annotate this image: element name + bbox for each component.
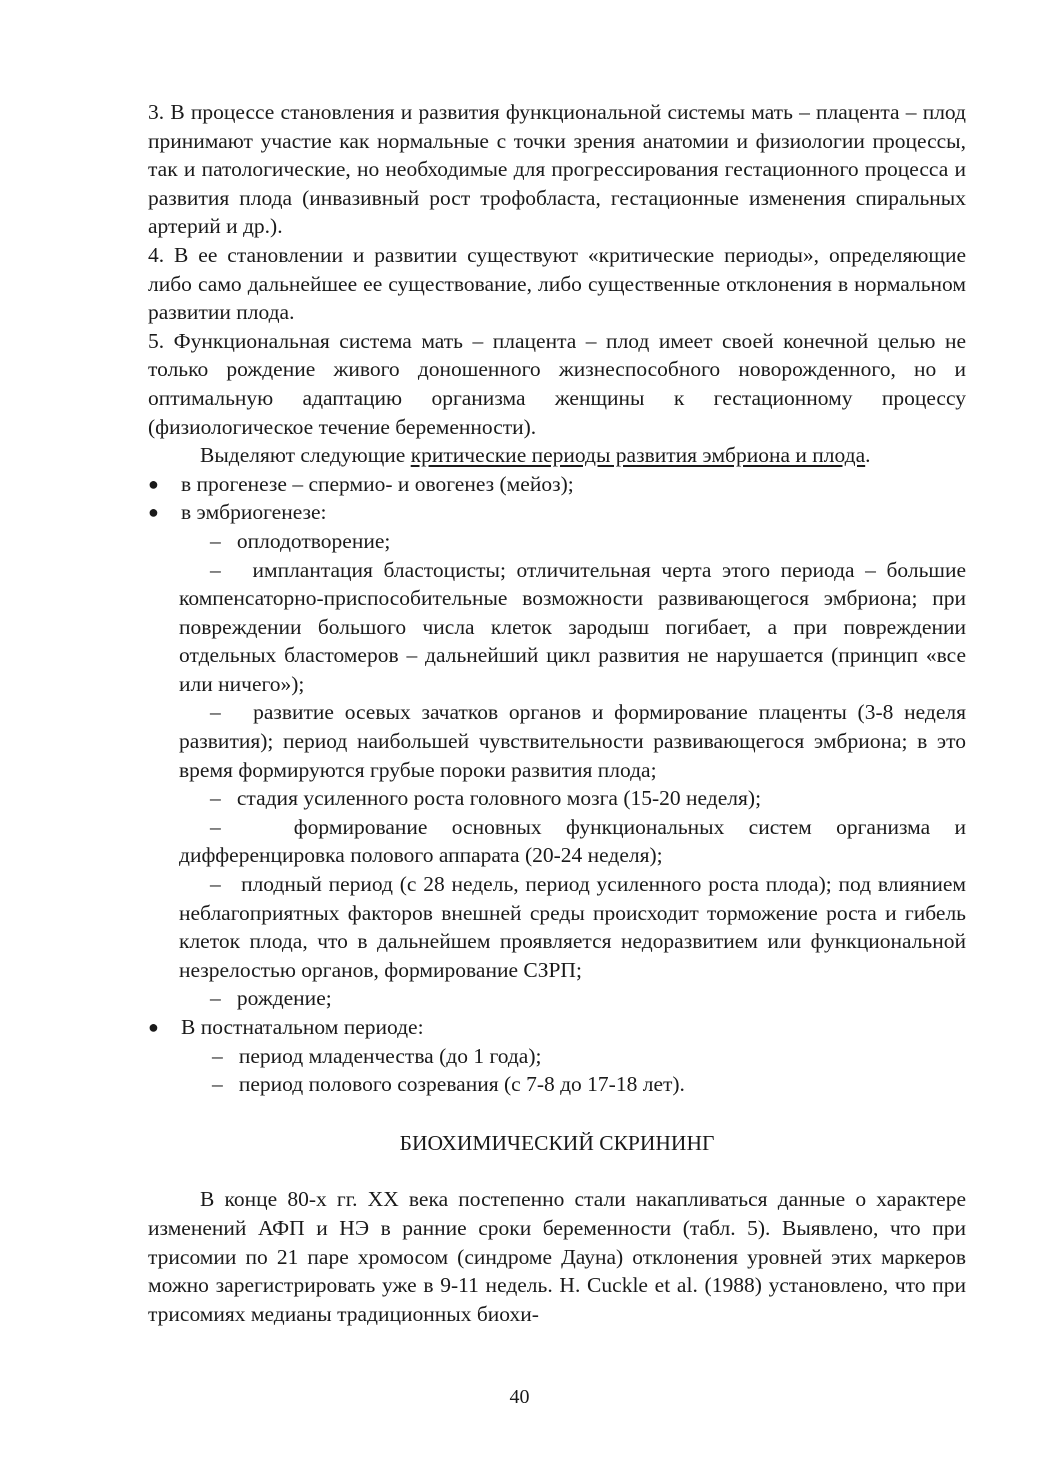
dash-icon: –	[210, 700, 221, 725]
list-item-text: формирование основных функциональных систем организма и дифференцировка полового аппарата (20-24 неделя);	[179, 814, 967, 868]
bullet-icon: ●	[148, 1017, 159, 1037]
intro-suffix: .	[865, 443, 871, 468]
list-item	[179, 870, 966, 984]
dash-icon: –	[210, 528, 221, 553]
list-item	[181, 1070, 966, 1099]
section-heading: БИОХИМИЧЕСКИЙ СКРИНИНГ	[399, 1130, 715, 1155]
page-number: 40	[509, 1386, 530, 1408]
intro-underlined-term: критические периоды развития эмбриона и плода	[410, 443, 866, 468]
intro-prefix: Выделяют следующие	[200, 443, 411, 468]
dash-icon: –	[210, 986, 221, 1011]
dash-icon: –	[212, 1072, 223, 1097]
dash-icon: –	[210, 814, 221, 839]
paragraph-5: 5. Функциональная система мать – плацента – плод имеет своей конечной целью не только рождение живого доношенного жизнеспособного новорожденного, но и оптимальную адаптацию организма женщины к гестационному процессу (физиологическое течение беременности).	[148, 328, 966, 439]
dash-icon: –	[210, 786, 221, 811]
bullet-postnatal	[148, 1013, 966, 1042]
list-item-text: оплодотворение;	[236, 528, 391, 553]
postnatal-list	[148, 1042, 966, 1099]
list-item	[181, 1042, 966, 1071]
dash-icon: –	[210, 557, 221, 582]
list-item-text: имплантация бластоцисты; отличительная черта этого периода – большие компенсаторно-приспособительные возможности развивающегося эмбриона; при повреждении большого числа клеток зародыш погибает, а при повреждении отдельных бластомеров – дальнейший цикл развития не нарушается (принцип «все или ничего»);	[179, 557, 967, 696]
bullet-progenesis	[148, 470, 966, 499]
list-item-text: плодный период (с 28 недель, период усиленного роста плода); под влиянием неблагоприятных факторов внешней среды происходит торможение роста и гибель клеток плода, что в дальнейшем проявляется недоразвитием или функциональной незрелостью органов, формирование СЗРП;	[179, 872, 966, 982]
list-item-text: рождение;	[236, 986, 332, 1011]
page-content	[148, 98, 966, 1328]
bullet-icon: ●	[148, 473, 159, 494]
list-item	[179, 984, 966, 1013]
list-item	[179, 556, 966, 699]
bullet-label: в эмбриогенезе:	[181, 500, 327, 525]
embryogenesis-list	[148, 527, 966, 1013]
paragraph-3: 3. В процессе становления и развития функциональной системы мать – плацента – плод принимают участие как нормальные с точки зрения анатомии и физиологии процессы, так и патологические, но необходимые для прогрессирования гестационного процесса и развития плода (инвазивный рост трофобласта, гестационные изменения спиральных артерий и др.).	[148, 100, 966, 239]
paragraph-4: 4. В ее становлении и развитии существуют «критические периоды», определяющие либо само дальнейшее ее существование, либо существенные отклонения в нормальном развитии плода.	[148, 242, 966, 325]
list-item-text: стадия усиленного роста головного мозга (15-20 неделя);	[236, 786, 762, 811]
dash-icon: –	[212, 1043, 223, 1068]
critical-periods-intro	[148, 441, 966, 470]
dash-icon: –	[210, 872, 221, 897]
bullet-label: В постнатальном периоде:	[181, 1015, 424, 1039]
bullet-label: в прогенезе – спермио- и овогенез (мейоз);	[181, 471, 574, 496]
list-item	[179, 813, 966, 870]
list-item-text: период полового созревания (с 7-8 до 17-18 лет).	[238, 1072, 685, 1097]
list-item	[179, 698, 966, 784]
section-paragraph: В конце 80-х гг. XX века постепенно стали накапливаться данные о характере изменений АФП и НЭ в ранние сроки беременности (табл. 5). Выявлено, что при трисомии по 21 паре хромосом (синдроме Дауна) отклонения уровней этих маркеров можно зарегистрировать уже в 9-11 недель. H. Cuckle et al. (1988) установлено, что при трисомиях медианы традиционных биохи-	[148, 1187, 966, 1326]
list-item-text: период младенчества (до 1 года);	[238, 1043, 542, 1068]
list-item-text: развитие осевых зачатков органов и формирование плаценты (3-8 неделя развития); период наибольшей чувствительности развивающегося эмбриона; в это время формируются грубые пороки развития плода;	[179, 700, 967, 782]
bullet-embryogenesis	[148, 498, 966, 527]
bullet-icon: ●	[148, 502, 159, 523]
list-item	[179, 784, 966, 813]
list-item	[179, 527, 966, 556]
